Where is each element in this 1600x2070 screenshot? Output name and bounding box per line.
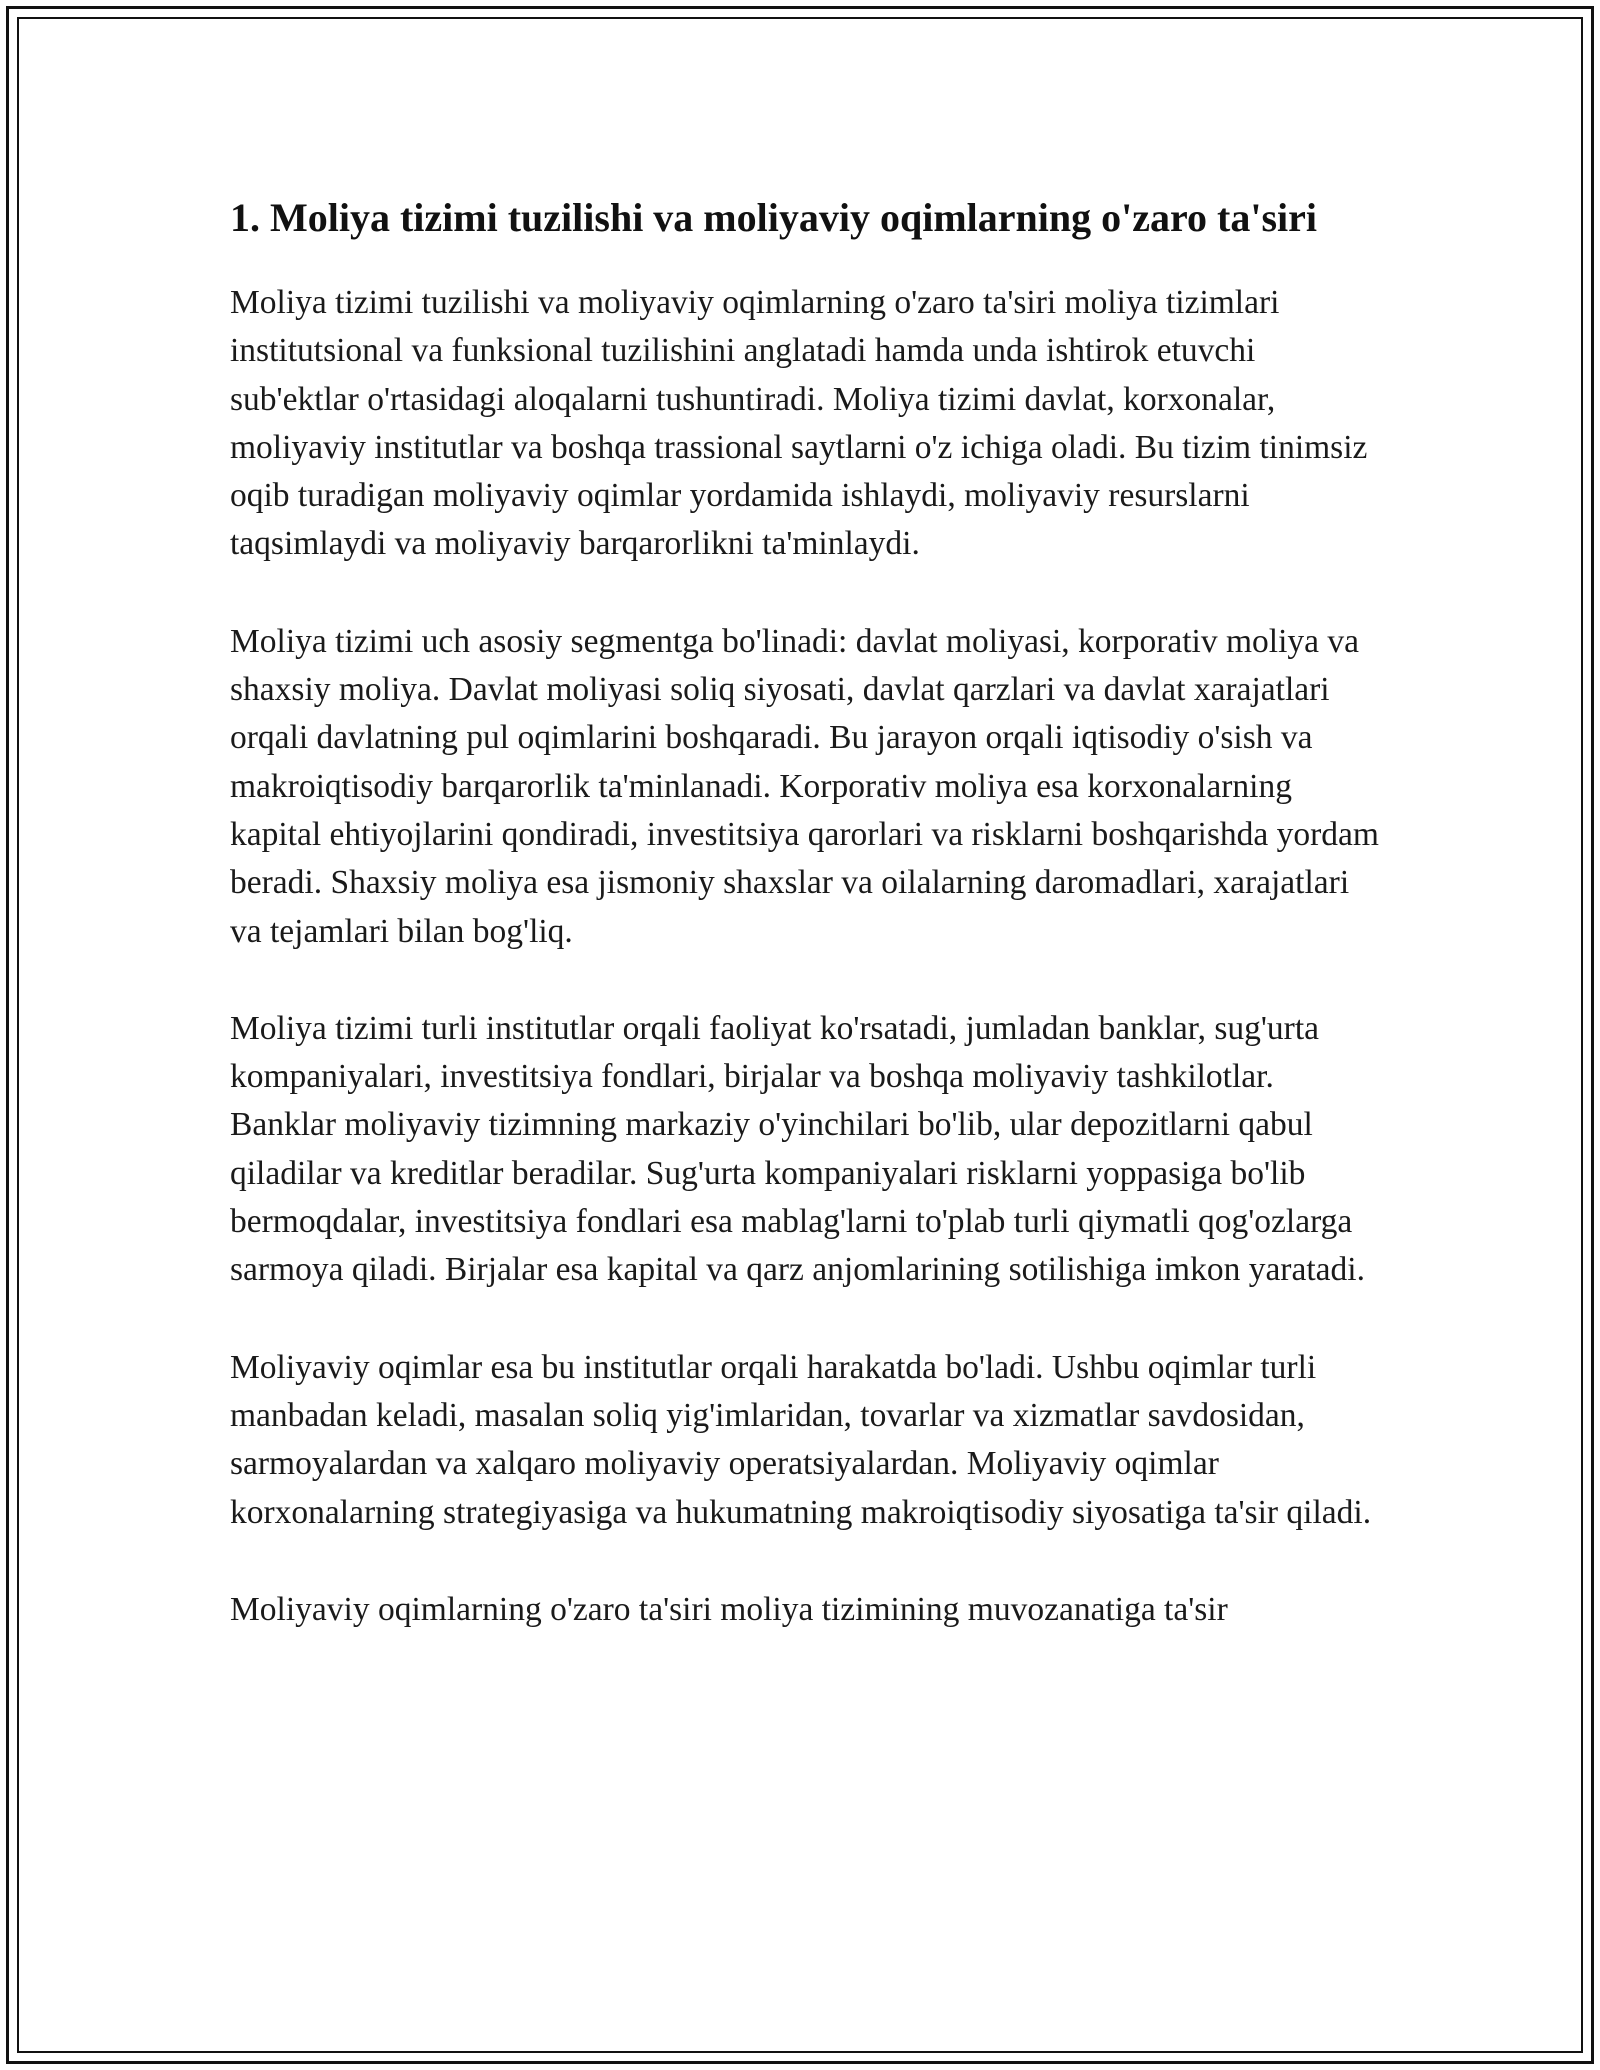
document-body: [230, 190, 1380, 1683]
paragraph: Moliya tizimi uch asosiy segmentga bo'linadi: davlat moliyasi, korporativ moliya va shaxsiy moliya. Davlat moliyasi soliq siyosati, davlat qarzlari va davlat xarajatlari orqali davlatning pul oqimlarini boshqaradi. Bu jarayon orqali iqtisodiy o'sish va makroiqtisodiy barqarorlik ta'minlanadi. Korporativ moliya esa korxonalarning kapital ehtiyojlarini qondiradi, investitsiya qarorlari va risklarni boshqarishda yordam beradi. Shaxsiy moliya esa jismoniy shaxslar va oilalarning daromadlari, xarajatlari va tejamlari bilan bog'liq.: [230, 622, 1379, 950]
document-page: [6, 6, 1594, 2064]
paragraph: Moliya tizimi tuzilishi va moliyaviy oqimlarning o'zaro ta'siri moliya tizimlari institutsional va funksional tuzilishini anglatadi hamda unda ishtirok etuvchi sub'ektlar o'rtasidagi aloqalarni tushuntiradi. Moliya tizimi davlat, korxonalar, moliyaviy institutlar va boshqa trassional saytlarni o'z ichiga oladi. Bu tizim tinimsiz oqib turadigan moliyaviy oqimlar yordamida ishlaydi, moliyaviy resurslarni taqsimlaydi va moliyaviy barqarorlikni ta'minlaydi.: [230, 284, 1368, 563]
section-heading: 1. Moliya tizimi tuzilishi va moliyaviy oqimlarning o'zaro ta'siri: [230, 195, 1317, 240]
paragraph: Moliya tizimi turli institutlar orqali faoliyat ko'rsatadi, jumladan banklar, sug'urta kompaniyalari, investitsiya fondlari, birjalar va boshqa moliyaviy tashkilotlar. Banklar moliyaviy tizimning markaziy o'yinchilari bo'lib, ular depozitlarni qabul qiladilar va kreditlar beradilar. Sug'urta kompaniyalari risklarni yoppasiga bo'lib bermoqdalar, investitsiya fondlari esa mablag'larni to'plab turli qiymatli qog'ozlarga sarmoya qiladi. Birjalar esa kapital va qarz anjomlarining sotilishiga imkon yaratadi.: [230, 1009, 1365, 1289]
paragraph: Moliyaviy oqimlarning o'zaro ta'siri moliya tizimining muvozanatiga ta'sir: [230, 1590, 1228, 1628]
paragraph: Moliyaviy oqimlar esa bu institutlar orqali harakatda bo'ladi. Ushbu oqimlar turli manbadan keladi, masalan soliq yig'imlaridan, tovarlar va xizmatlar savdosidan, sarmoyalardan va xalqaro moliyaviy operatsiyalardan. Moliyaviy oqimlar korxonalarning strategiyasiga va hukumatning makroiqtisodiy siyosatiga ta'sir qiladi.: [230, 1348, 1372, 1531]
